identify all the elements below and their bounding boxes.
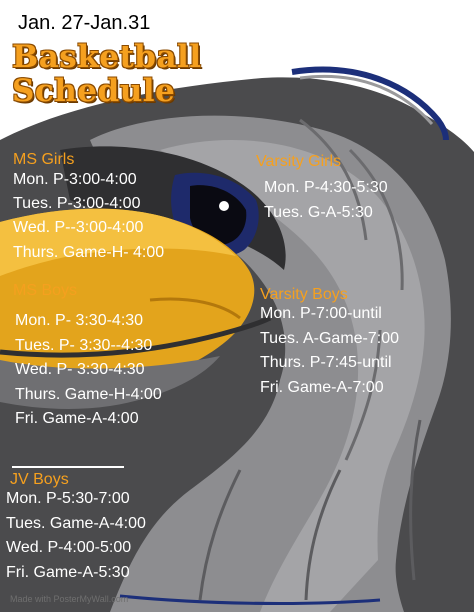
- varsity-boys-line: Tues. A-Game-7:00: [260, 330, 400, 347]
- ms-boys-line: Thurs. Game-H-4:00: [15, 386, 162, 403]
- varsity-boys-line: Fri. Game-A-7:00: [260, 379, 384, 396]
- varsity-boys-line: Mon. P-7:00-until: [260, 305, 382, 322]
- ms-boys-line: Tues. P- 3:30--4:30: [15, 337, 153, 354]
- page-title-line2: Schedule: [12, 73, 176, 109]
- page-title-line1: Basketball: [12, 39, 202, 75]
- varsity-boys-heading: Varsity Boys: [260, 286, 348, 303]
- jv-boys-line: Wed. P-4:00-5:00: [6, 539, 132, 556]
- ms-boys-line: Wed. P- 3:30-4:30: [15, 361, 145, 378]
- ms-boys-heading: MS Boys: [13, 282, 78, 299]
- varsity-girls-line: Mon. P-4:30-5:30: [264, 179, 388, 196]
- ms-girls-line: Tues. P-3:00-4:00: [13, 195, 141, 212]
- ms-girls-heading: MS Girls: [13, 151, 75, 168]
- ms-girls-line: Mon. P-3:00-4:00: [13, 171, 137, 188]
- ms-boys-line: Mon. P- 3:30-4:30: [15, 312, 144, 329]
- date-range: Jan. 27-Jan.31: [18, 12, 151, 34]
- varsity-girls-line: Tues. G-A-5:30: [264, 204, 373, 221]
- ms-girls-line: Thurs. Game-H- 4:00: [13, 244, 165, 261]
- jv-boys-line: Tues. Game-A-4:00: [6, 515, 146, 532]
- jv-boys-line: Fri. Game-A-5:30: [6, 564, 130, 581]
- jv-boys-line: Mon. P-5:30-7:00: [6, 490, 130, 507]
- ms-boys-line: Fri. Game-A-4:00: [15, 410, 139, 427]
- jv-boys-heading: JV Boys: [10, 471, 69, 488]
- varsity-girls-heading: Varsity Girls: [256, 153, 342, 170]
- watermark-credit: Made with PosterMyWall.com: [10, 594, 129, 604]
- varsity-boys-line: Thurs. P-7:45-until: [260, 354, 392, 371]
- ms-girls-line: Wed. P--3:00-4:00: [13, 219, 144, 236]
- jv-boys-divider: [12, 466, 124, 468]
